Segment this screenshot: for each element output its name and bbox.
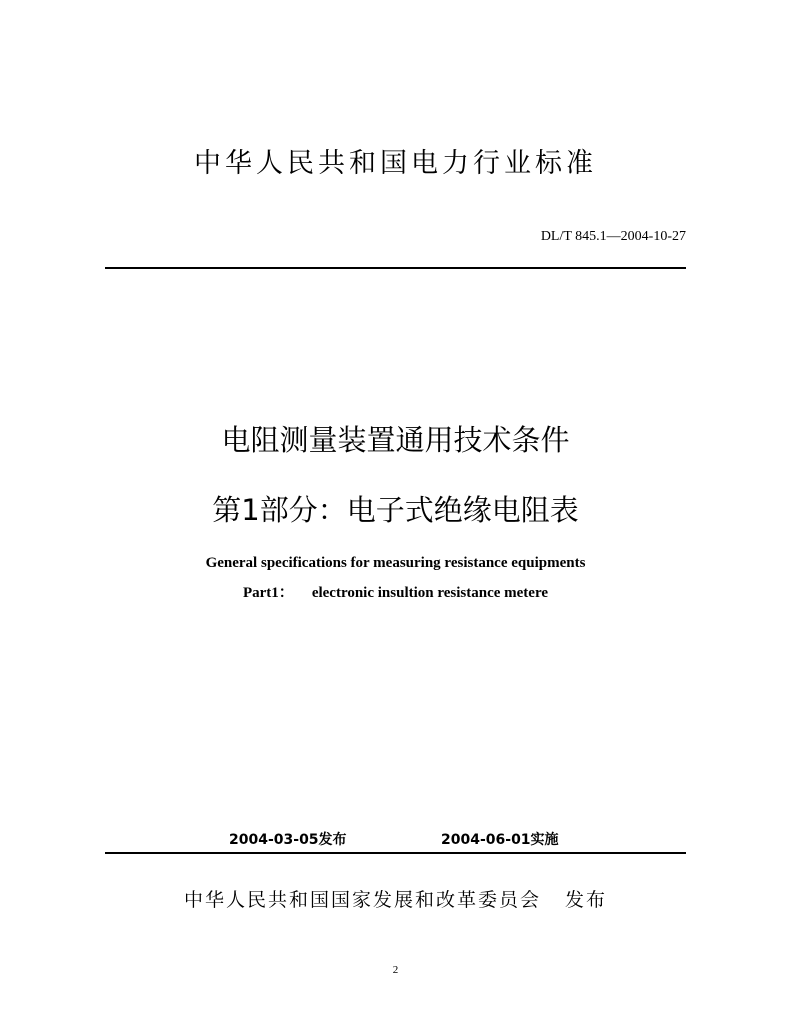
implementation-date: 2004-06-01实施 [441, 832, 559, 848]
english-part-text: electronic insultion resistance metere [311, 585, 549, 601]
english-title-line-2 [0, 583, 791, 603]
bottom-divider [105, 852, 686, 854]
publisher-action: 发布 [565, 889, 608, 911]
english-title-line-1: General specifications for measuring resistance equipments [205, 555, 586, 571]
standard-category-title: 中华人民共和国电力行业标准 [194, 148, 597, 179]
document-title-line-2: 第1部分：电子式绝缘电阻表 [212, 493, 579, 527]
issue-date: 2004-03-05发布 [229, 832, 347, 848]
page-number: 2 [392, 964, 399, 976]
top-divider [105, 267, 686, 269]
document-code: DL/T 845.1—2004-10-27 [540, 229, 686, 244]
english-part-label: Part1： [242, 585, 294, 601]
document-title-line-1: 电阻测量装置通用技术条件 [221, 423, 570, 457]
publisher-organization: 中华人民共和国国家发展和改革委员会 [183, 889, 541, 911]
publisher-line [0, 886, 791, 914]
